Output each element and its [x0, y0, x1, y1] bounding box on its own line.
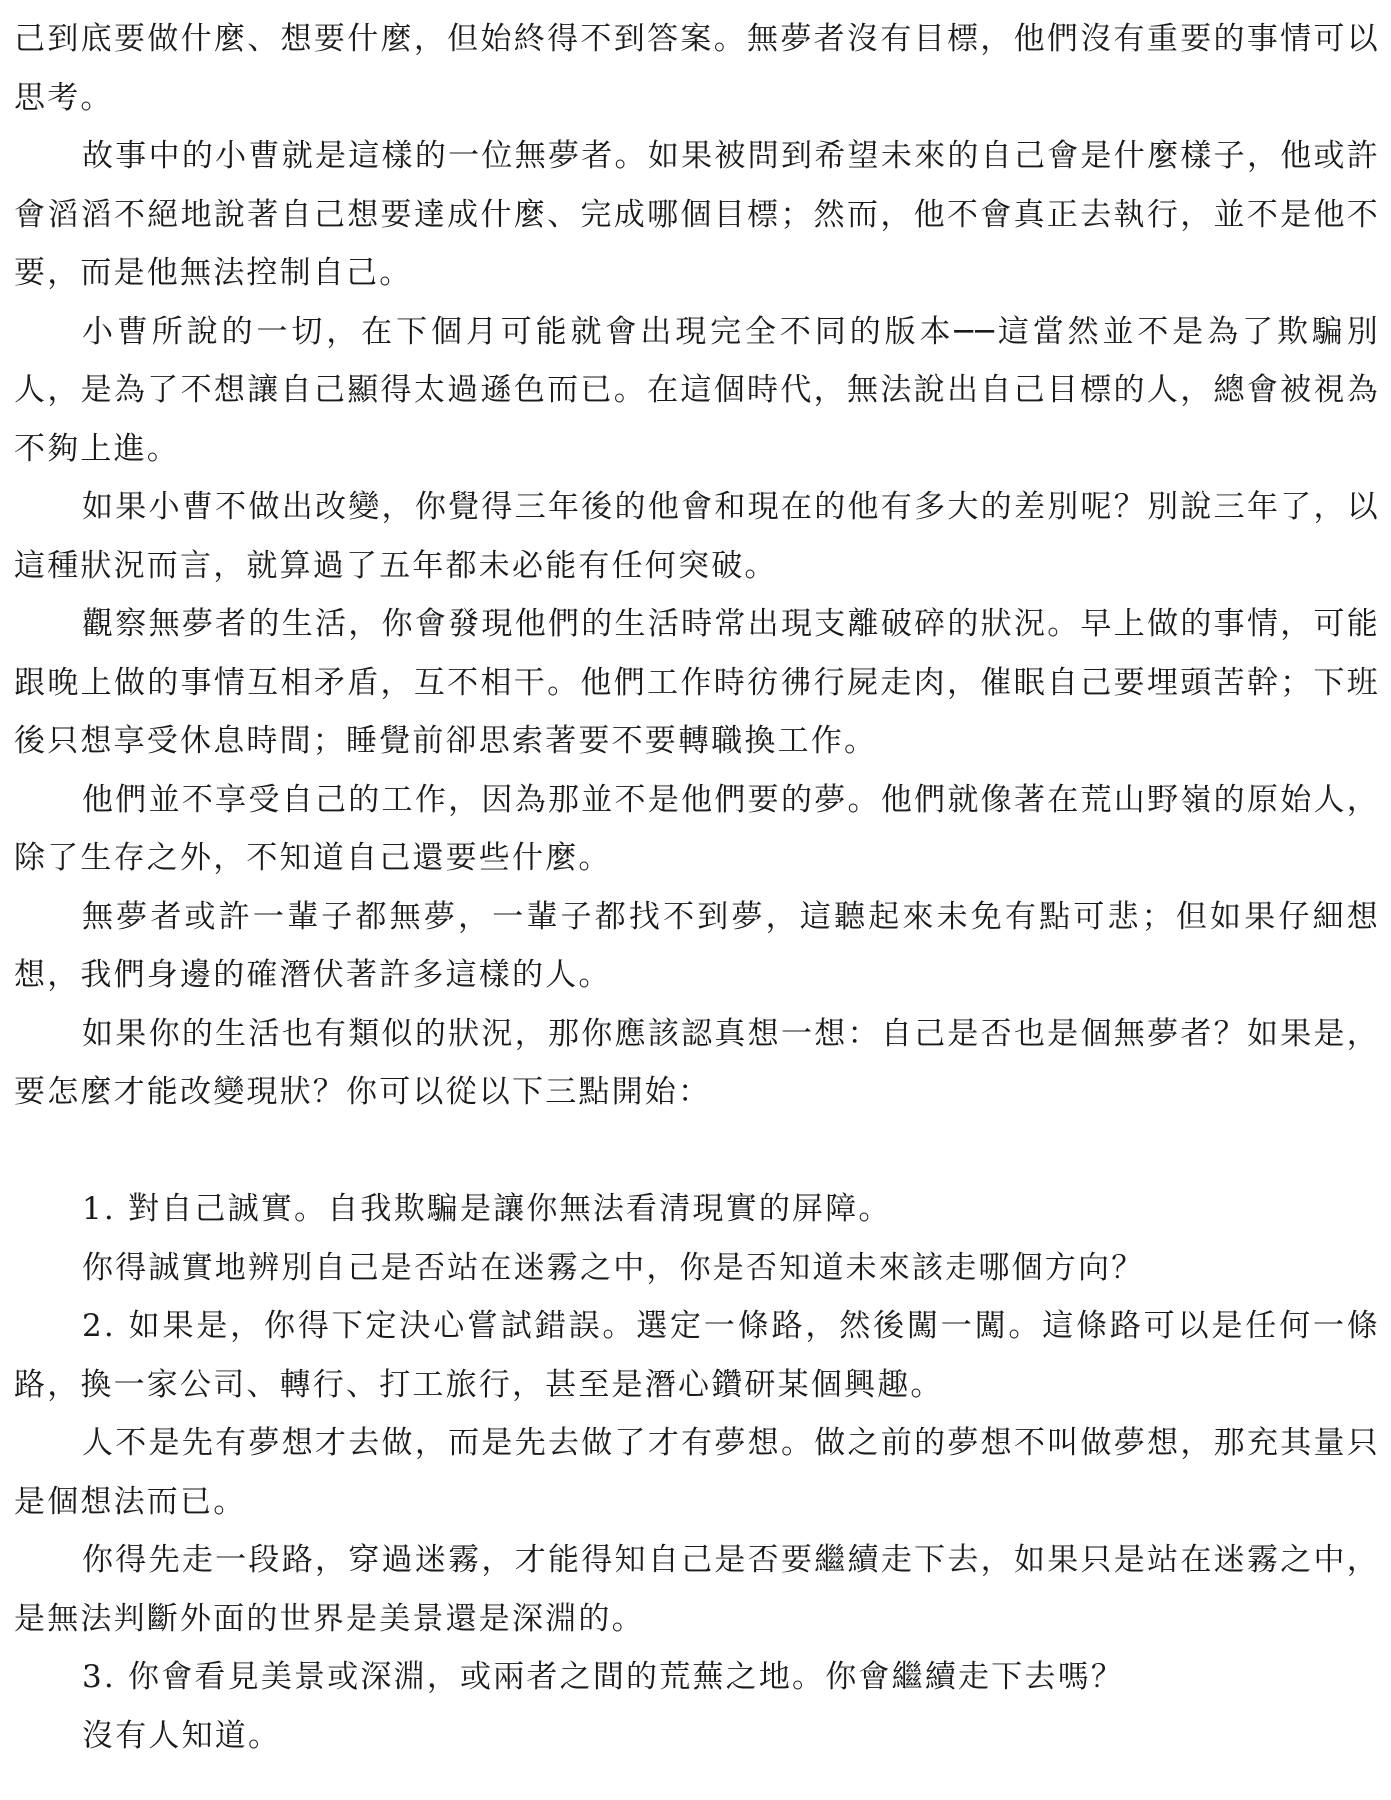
- paragraph: 小曹所說的一切，在下個月可能就會出現完全不同的版本──這當然並不是為了欺騙別人，是為了不想讓自己顯得太過遜色而已。在這個時代，無法說出自己目標的人，總會被視為不夠上進。: [14, 313, 1380, 467]
- paragraph: 己到底要做什麼、想要什麼，但始終得不到答案。無夢者沒有目標，他們沒有重要的事情可以思考。: [14, 21, 1380, 116]
- closing-line: 沒有人知道。: [82, 1717, 282, 1754]
- list-item-2: 2. 如果是，你得下定決心嘗試錯誤。選定一條路，然後闖一闖。這條路可以是任何一條路，換一家公司、轉行、打工旅行，甚至是潛心鑽研某個興趣。: [14, 1308, 1380, 1403]
- paragraph-spacer: [14, 1122, 1380, 1181]
- paragraph: 觀察無夢者的生活，你會發現他們的生活時常出現支離破碎的狀況。早上做的事情，可能跟晚上做的事情互相矛盾，互不相干。他們工作時彷彿行屍走肉，催眠自己要埋頭苦幹；下班後只想享受休息時間；睡覺前卻思索著要不要轉職換工作。: [14, 606, 1380, 759]
- paragraph: 如果小曹不做出改變，你覺得三年後的他會和現在的他有多大的差別呢？別說三年了，以這種狀況而言，就算過了五年都未必能有任何突破。: [14, 489, 1380, 584]
- paragraph: 你得先走一段路，穿過迷霧，才能得知自己是否要繼續走下去，如果只是站在迷霧之中，是無法判斷外面的世界是美景還是深淵的。: [14, 1542, 1380, 1637]
- paragraph: 故事中的小曹就是這樣的一位無夢者。如果被問到希望未來的自己會是什麼樣子，他或許會滔滔不絕地說著自己想要達成什麼、完成哪個目標；然而，他不會真正去執行，並不是他不要，而是他無法控制自己。: [14, 138, 1380, 291]
- paragraph: 你得誠實地辨別自己是否站在迷霧之中，你是否知道未來該走哪個方向？: [82, 1249, 1145, 1286]
- paragraph: 人不是先有夢想才去做，而是先去做了才有夢想。做之前的夢想不叫做夢想，那充其量只是個想法而已。: [14, 1425, 1380, 1520]
- document-page: [14, 10, 1380, 1765]
- list-item-3: 3. 你會看見美景或深淵，或兩者之間的荒蕪之地。你會繼續走下去嗎？: [82, 1659, 1125, 1695]
- paragraph: 他們並不享受自己的工作，因為那並不是他們要的夢。他們就像著在荒山野嶺的原始人，除了生存之外，不知道自己還要些什麼。: [14, 781, 1380, 876]
- paragraph: 如果你的生活也有類似的狀況，那你應該認真想一想：自己是否也是個無夢者？如果是，要怎麼才能改變現狀？你可以從以下三點開始：: [14, 1015, 1380, 1110]
- list-item-1: 1. 對自己誠實。自我欺騙是讓你無法看清現實的屏障。: [82, 1191, 892, 1227]
- paragraph: 無夢者或許一輩子都無夢，一輩子都找不到夢，這聽起來未免有點可悲；但如果仔細想想，我們身邊的確潛伏著許多這樣的人。: [14, 898, 1380, 993]
